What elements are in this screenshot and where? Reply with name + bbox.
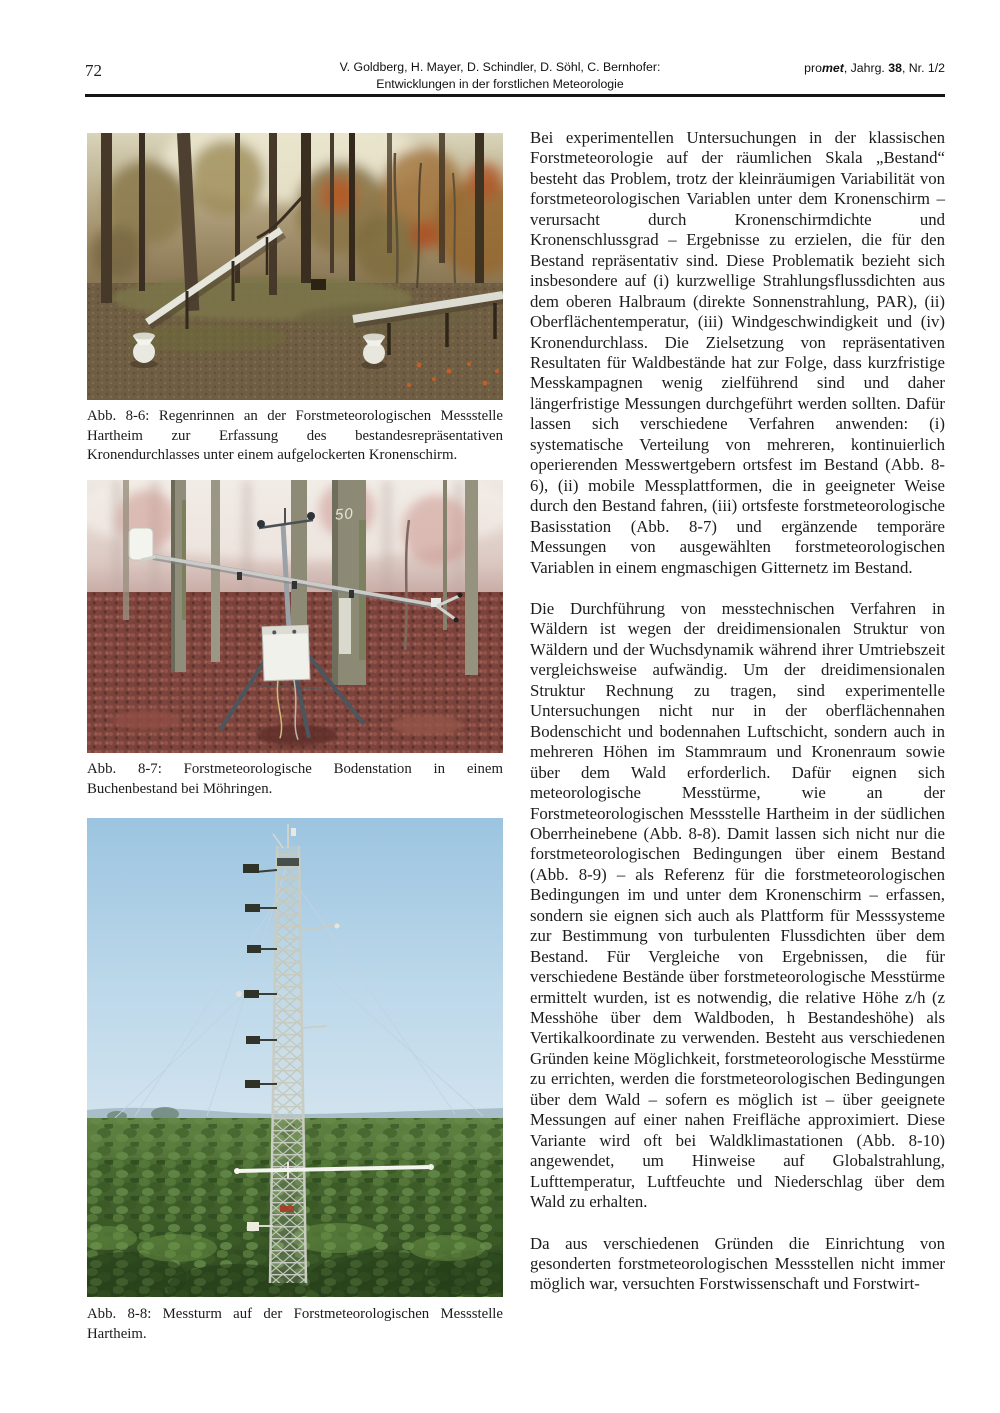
caption-abb-8-6: Abb. 8-6: Regenrinnen an der Forstmeteorologischen Messstelle Hartheim zur Erfassung des bestandesrepräsentativen Kronendurchlasses unter einem aufgelockerten Kronenschirm. — [87, 408, 503, 464]
tower-photo-illustration — [87, 818, 503, 1297]
right-collector-pot — [361, 334, 387, 370]
figure-abb-8-8 — [87, 818, 503, 1344]
running-head-authors: V. Goldberg, H. Mayer, D. Schindler, D. Söhl, C. Bernhofer: — [339, 60, 661, 74]
page-number: 72 — [85, 61, 102, 80]
journal-volume: 38 — [888, 61, 902, 75]
paragraph-1: Bei experimentellen Untersuchungen in der klassischen Forstmeteorologie auf der räumlichen Skala „Bestand“ besteht das Problem, trotz der kleinräumigen Variabilität von forstmeteorologischen Variablen unter dem Kronenschirm – verursacht durch Kronenschirmdichte und Kronenschlussgrad – Ergebnisse zu erzielen, die für den Bestand repräsentativ sind. Diese Problematik bezieht sich insbesondere auf (i) kurzwellige Strahlungsflussdichten aus dem oberen Halbraum (direkte Sonnenstrahlung, PAR), (ii) Oberflächentemperatur, (iii) Windgeschwindigkeit und (iv) Kronendurchlass. Die Zielsetzung von repräsentativen Resultaten für Waldbestände hat zur Folge, dass kurzfristige Messkampagnen wenig zielführend sind und daher längerfristige Messungen durchgeführt werden sollten. Dafür lassen sich verschiedene Verfahren anwenden: (i) systematische Verteilung von mehreren, kontinuierlich operierenden Messwertgebern ortsfest im Bestand (Abb. 8-6), (ii) mobile Messplattformen, die in geeigneter Weise durch den Bestand fahren, (iii) ortsfeste forstmeteorologische Basisstation (Abb. 8-7) und ergänzende temporäre Messungen von ausgewählten forstmeteorologischen Variablen in einem engmaschigen Gitternetz im Bestand. — [530, 128, 945, 577]
tree-number-label: 50 — [334, 505, 355, 524]
article-text-column — [530, 128, 945, 1316]
paragraph-2: Die Durchführung von messtechnischen Verfahren in Wäldern ist wegen der dreidimensionalen Struktur von Wäldern und der Wuchsdynamik während ihrer Umtriebszeit vergleichsweise aufwändig. Um der dreidimensionalen Struktur Rechnung zu tragen, sind experimentelle Untersuchungen nicht nur in der oberflächennahen Bodenschicht und bodennahen Luftschicht, sondern auch in mehreren Höhen im Stammraum und Kronenraum sowie über dem Wald erforderlich. Dafür eignen sich meteorologische Messtürme, wie an der Forstmeteorologischen Messstelle Hartheim in der südlichen Oberrheinebene (Abb. 8-8). Damit lassen sich nicht nur die forstmeteorologischen Bedingungen über einem Bestand (Abb. 8-9) – als Referenz für die forstmeteorologischen Bedingungen im und unter dem Kronenschirm – erfassen, sondern sie eignen sich auch als Plattform für Messsysteme zur Bestimmung von turbulenten Flussdichten über dem Bestand. Für Vergleiche von Ergebnissen, die für verschiedene Bestände über forstmeteorologische Messtürme ermittelt wurden, ist es notwendig, die relative Höhe z/h (z Messhöhe über dem Waldboden, h Bestandeshöhe) als Vertikalkoordinate zu verwenden. Besteht aus verschiedenen Gründen keine Möglichkeit, forstmeteorologische Messtürme zu errichten, werden die forstmeteorologischen Bedingungen über dem Wald – sofern es möglich ist – über geeignete Messungen auf einer nahen Freifläche approximiert. Diese Variante wird oft bei Waldklimastationen (Abb. 8-10) angewendet, um Hinweise auf Globalstrahlung, Lufttemperatur, Luftfeuchte und Niederschlag über dem Wald zu erhalten. — [530, 598, 945, 1212]
figure-abb-8-6 — [87, 133, 503, 466]
photo-ground-station-beech — [87, 480, 503, 753]
journal-issue: , Nr. 1/2 — [901, 61, 945, 75]
caption-abb-8-8: Abb. 8-8: Messturm auf der Forstmeteorologischen Messstelle Hartheim. — [87, 1306, 503, 1342]
lattice-tower — [270, 824, 306, 1283]
journal-name-emph: met — [821, 61, 844, 75]
paragraph-3: Da aus verschiedenen Gründen die Einrichtung von gesonderten forstmeteorologischen Messstellen nicht immer möglich war, versuchten Forstwissenschaft und Forstwirt- — [530, 1233, 945, 1294]
caption-abb-8-7: Abb. 8-7: Forstmeteorologische Bodenstation in einem Buchenbestand bei Möhringen. — [87, 761, 503, 797]
header-rule — [85, 94, 945, 97]
photo-measurement-tower — [87, 818, 503, 1297]
left-radiation-shield — [129, 528, 155, 560]
running-head-title: Entwicklungen in der forstlichen Meteorologie — [376, 76, 624, 91]
photo-rain-gutters-forest — [87, 133, 503, 400]
journal-separator: , Jahrg. — [843, 61, 889, 75]
ground-station-photo-illustration — [87, 480, 503, 753]
rain-gutter-photo-illustration — [87, 133, 503, 400]
journal-reference — [804, 61, 945, 75]
journal-name-pre: pro — [804, 61, 822, 75]
figure-abb-8-7 — [87, 480, 503, 799]
